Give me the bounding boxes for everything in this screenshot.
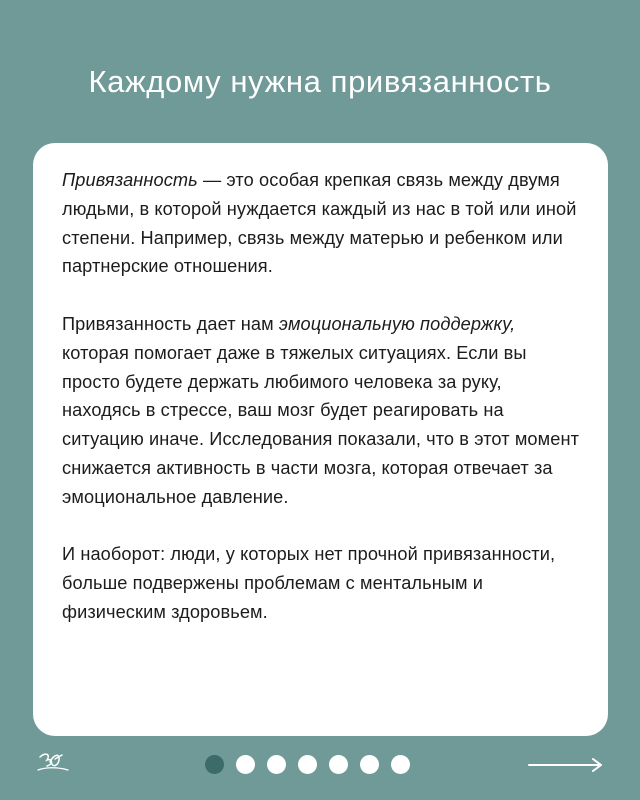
content-card (33, 143, 608, 736)
pagination-dot-3[interactable] (267, 755, 286, 774)
support-text: которая помогает даже в тяжелых ситуациях. Если вы просто будете держать любимого человека за руку, находясь в стрессе, ваш мозг будет реагировать на ситуацию иначе. Исследования показали, что в этот момент снижается активность в части мозга, которая отвечает за эмоциональное давление. (62, 342, 580, 507)
pagination-dot-6[interactable] (360, 755, 379, 774)
support-intro: Привязанность дает нам (62, 313, 279, 334)
pagination-dot-5[interactable] (329, 755, 348, 774)
term-emotional-support: эмоциональную поддержку, (278, 313, 516, 334)
definition-text: — это особая крепкая связь между двумя людьми, в которой нуждается каждый из нас в той или иной степени. Например, связь между матерью и ребенком или партнерские отношения. (62, 170, 577, 277)
page-title: Каждому нужна привязанность (88, 64, 552, 99)
paragraph-conversely: И наоборот: люди, у которых нет прочной привязанности, больше подвержены проблемам с ментальным и физическим здоровьем. (62, 544, 556, 622)
paragraph-support (62, 310, 580, 512)
pagination-dot-1[interactable] (205, 755, 224, 774)
pagination-dot-4[interactable] (298, 755, 317, 774)
pagination-dots (205, 755, 410, 775)
signature-logo-icon (36, 750, 70, 776)
arrow-right-icon[interactable] (528, 756, 604, 774)
pagination-dot-7[interactable] (391, 755, 410, 774)
pagination-dot-2[interactable] (236, 755, 255, 774)
term-attachment: Привязанность (62, 170, 198, 190)
paragraph-definition (62, 166, 580, 281)
